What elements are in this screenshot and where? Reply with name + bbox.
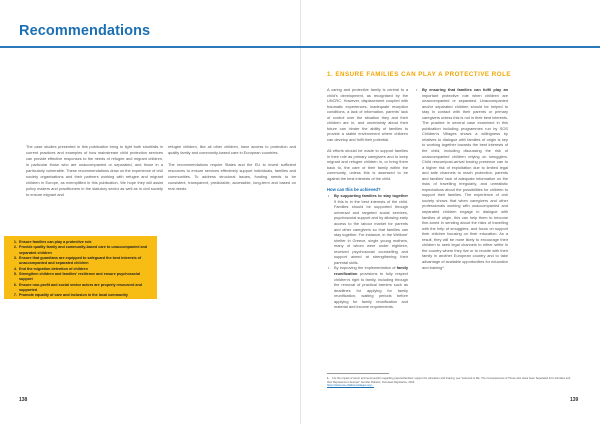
bullet-item [332,193,408,265]
left-second-column [168,144,296,198]
footnote-text: For the impact of return and reconnection regarding parents/families' support for education and training, see "Listened to Me: The Consequences of Those who Have been Separated from Families and their Represents in Europe" Jennifer Roberts, Overseas Dignitaries, 2019 [327,377,571,384]
right-second-column [415,87,508,270]
recommendation-item: 3. Ensure that guardians are equipped to safeguard the best interests of unaccompanied and separated children [18,256,152,267]
left-col2-paragraph-1: refugee children, like all other children, have access to protection and quality family and community-based care in European countries. [168,144,296,156]
right-col1-bullet-list [327,193,408,309]
recommendation-item: 4. End the migration detention of children [18,267,152,272]
bullet-text: By improving the implementation of [334,265,397,271]
bullet-lead: family reunification [334,265,408,276]
footnote-number: 1. [327,377,330,380]
right-col1-paragraph-2: All efforts should be made to support families in their role as primary caregivers and to keep migrant and refugee children in, or bring them back to, the care of their family within the community, unless this is assessed to be against the best interests of the child. [327,147,408,181]
bullet-text: if this is in the best interests of the child. Families should be supported through universal and targeted social services, psychosocial support and by allowing early access to the labour market for parents and other caregivers so that families can stay together. For instance, in the Welkom' shelter in Greece, single young mothers, many of whom were under eighteen, received psychosocial counselling and support aimed at strengthening their parental skills. [334,198,408,265]
recommendations-list [9,240,152,299]
title-rule [0,46,600,48]
bullet-item [332,265,408,309]
page-number-left: 138 [19,397,28,403]
page-title: Recommendations [19,23,151,39]
page-number-right: 139 [570,397,579,403]
how-achieved-heading: How can this be achieved? [327,186,381,192]
recommendation-item: 5. Strengthen children and families' resilience and ensure psychosocial support [18,272,152,283]
recommendation-item: 2. Provide quality family and community-based care to unaccompanied and separated children [18,245,152,256]
footnote [327,377,572,388]
left-col2-paragraph-2: The recommendations require States and the EU to invest sufficient resources to ensure services effectively support individuals, families and communities. To address structural issues, funding needs to be consistent, transparent, predictable, accessible, long-term and based on real needs. [168,162,296,192]
right-col2-bullet-list [415,87,508,270]
footnote-link[interactable]: https://www.sos-childrensvillages.org/... [327,384,374,388]
recommendation-item: 7. Promote equality of care and inclusion in the local community [18,293,152,298]
section-heading: 1. ENSURE FAMILIES CAN PLAY A PROTECTIVE ROLE [327,71,511,78]
bullet-lead: By ensuring that families can fulfil play an [422,87,508,92]
bullet-item [420,87,508,270]
recommendations-summary-box [4,236,157,299]
right-first-column [327,87,408,310]
footnote-rule [327,373,389,374]
bullet-text: provisions to fully respect children's right to family, including through the removal of practical barriers such as deadlines for applying for family reunification, waiting periods before applying for family reunification and material and income requirements. [334,270,408,310]
page-fold-divider [300,0,301,424]
recommendation-item: 6. Ensure non-profit and social sector actors are properly resourced and supported [18,283,152,294]
right-col1-paragraph-1: A caring and protective family is central to a child's development, as recognised by the UNCRC. However, displacement coupled with traumatic experiences, inadequate reception conditions, a lack of information, parents' lack of control over the situation they and their children are in, and uncertainty about their future can hinder the ability of families to provide a stable environment where children can develop and fulfil their potential. [327,87,408,142]
intro-paragraph: The case studies presented in this publication bring to light both shortfalls in current practices and examples of how mainstream child protection services can provide effective responses to the needs of refugee and migrant children, in particular those who are unaccompanied or separated, and those in a particularly vulnerable. These recommendations draw on the experience of civil society organisations and their partners working with refugee and migrant children in Europe, as exemplified in this publication. We hope they will assist policy makers and practitioners in the statutory sector as well as in civil society to ensure migrant and [26,144,163,198]
recommendation-item: 1. Ensure families can play a protective role [18,240,152,245]
bullet-lead: By supporting families to stay together [334,193,408,199]
bullet-text: important protective role when children are unaccompanied or separated. Unaccompanied and/or separated children should be helped to stay in contact with their parents or primary caregivers unless this is not in their best interests. The practice in several case examined in this publication including programmes run by SOS Children's Villages shows a willingness by relatives to dialogue with families of origin is key to working together towards the best interests of the child, including discussing the risk of unaccompanied children relying on smugglers. Child rescue/post-arrival tracing presence can to a higher risk of exploitation due to limited legal and safe channels to reach protection, parents and families' lack of adequate information on the risks of travelling irregularly, and unrealistic expectations about the possibilities for children to support their families. The experience of civil society shows that when caregivers and other professionals working with unaccompanied and separated children engage in dialogue with families of origin, this can help them to become fine-tuned in sending about the risks of travelling with the help of smugglers, and focus on support their children focusing on their education. As a result, they will be more likely to encourage their children to seek legal channels to either settle in the country where they live or to reunite with their family in another European country and to take advantage of available opportunities for education and training¹. [422,92,508,270]
